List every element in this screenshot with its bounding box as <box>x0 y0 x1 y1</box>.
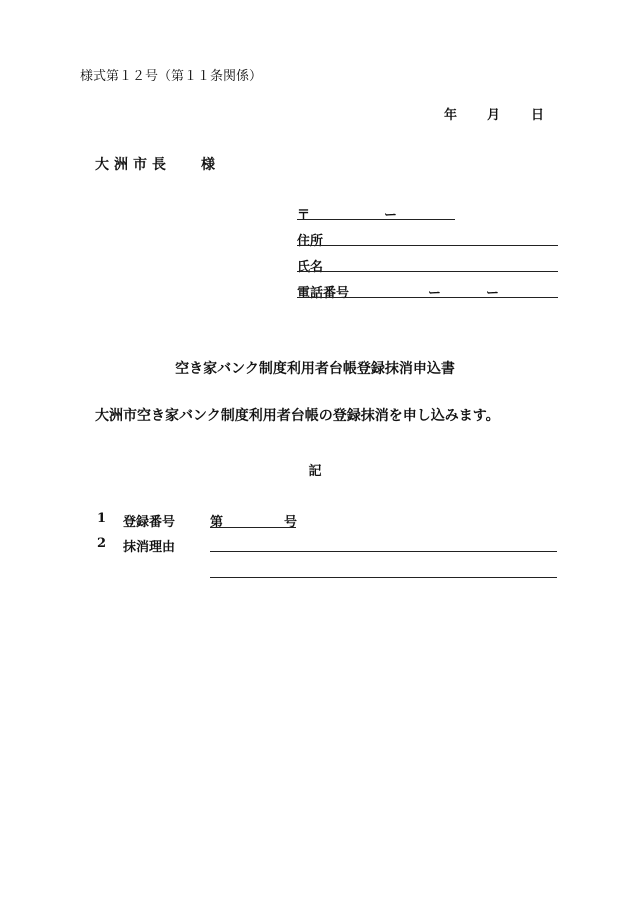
form-number: 様式第１２号（第１１条関係） <box>80 69 263 84</box>
addressee-honorific: 様 <box>201 157 215 173</box>
phone-separator-1: ー <box>428 286 442 301</box>
phone-separator-2: ー <box>486 286 500 301</box>
phone-line[interactable] <box>297 297 558 298</box>
cancellation-reason-line-1[interactable] <box>210 551 557 552</box>
date-year-label: 年 <box>444 108 458 123</box>
name-label: 氏名 <box>297 260 324 275</box>
item-number-2: 2 <box>97 536 107 551</box>
registration-suffix: 号 <box>284 515 298 530</box>
cancellation-reason-line-2[interactable] <box>210 577 557 578</box>
date-day-label: 日 <box>531 108 545 123</box>
item-number-1: 1 <box>97 511 107 526</box>
ki-heading: 記 <box>308 464 322 479</box>
postal-code-line[interactable] <box>297 219 455 220</box>
phone-label: 電話番号 <box>297 286 350 301</box>
registration-prefix: 第 <box>210 515 224 530</box>
addressee-name: 大洲市長 <box>95 157 171 173</box>
postal-separator: ー <box>384 208 398 223</box>
name-line[interactable] <box>297 271 558 272</box>
address-label: 住所 <box>297 234 324 249</box>
registration-number-line[interactable] <box>210 527 296 528</box>
item-label-registration-number: 登録番号 <box>123 515 176 530</box>
postal-mark: 〒 <box>297 208 311 223</box>
document-title: 空き家バンク制度利用者台帳登録抹消申込書 <box>175 361 455 377</box>
body-text: 大洲市空き家バンク制度利用者台帳の登録抹消を申し込みます。 <box>95 408 500 424</box>
date-month-label: 月 <box>487 108 501 123</box>
address-line[interactable] <box>297 245 558 246</box>
item-label-cancellation-reason: 抹消理由 <box>123 540 176 555</box>
